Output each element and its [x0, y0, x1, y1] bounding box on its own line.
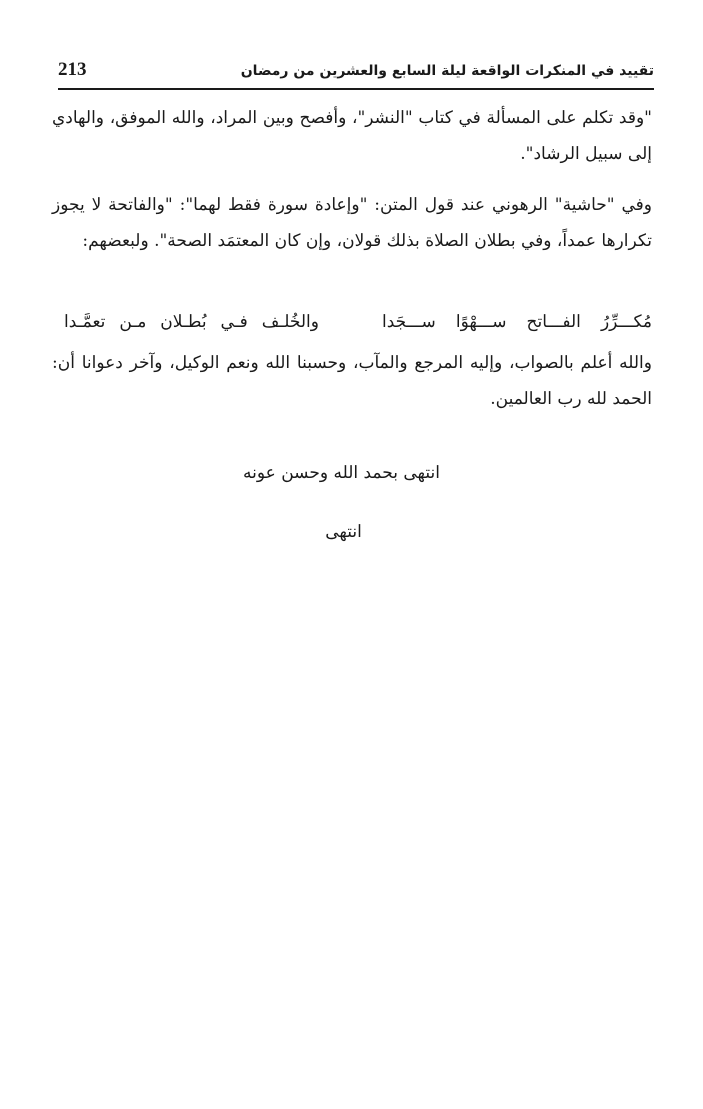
running-title: تقييد في المنكرات الواقعة ليلة السابع والعشرين من رمضان — [240, 63, 654, 79]
verse-line — [52, 305, 652, 339]
paragraph-hashiya-rahuni: وفي "حاشية" الرهوني عند قول المتن: "وإعادة سورة فقط لهما": "والفاتحة لا يجوز تكرارها عمداً، وفي بطلان الصلاة بذلك قولان، وإن كان المعتمَد الصحة". ولبعضهم: — [52, 195, 652, 251]
closing-colophon: انتهى بحمد الله وحسن عونه — [243, 463, 440, 483]
paragraph-closing-prayer: والله أعلم بالصواب، وإليه المرجع والمآب، وحسبنا الله ونعم الوكيل، وآخر دعوانا أن: الحمد لله رب العالمين. — [52, 353, 652, 409]
closing-end-mark: انتهى — [325, 522, 362, 542]
paragraph-quote-nashr: "وقد تكلم على المسألة في كتاب "النشر"، وأفصح وبين المراد، والله الموفق، والهادي إلى سبيل الرشاد". — [52, 108, 652, 164]
verse-second-hemistich: والخُلـف فـي بُطـلان مـن تعمَّـدا — [64, 312, 319, 332]
page-header — [58, 56, 654, 90]
verse-first-hemistich: مُكـــرِّرُ الفـــاتح ســـهْوًا ســـجَدا — [382, 312, 652, 332]
page-number: 213 — [58, 59, 87, 80]
